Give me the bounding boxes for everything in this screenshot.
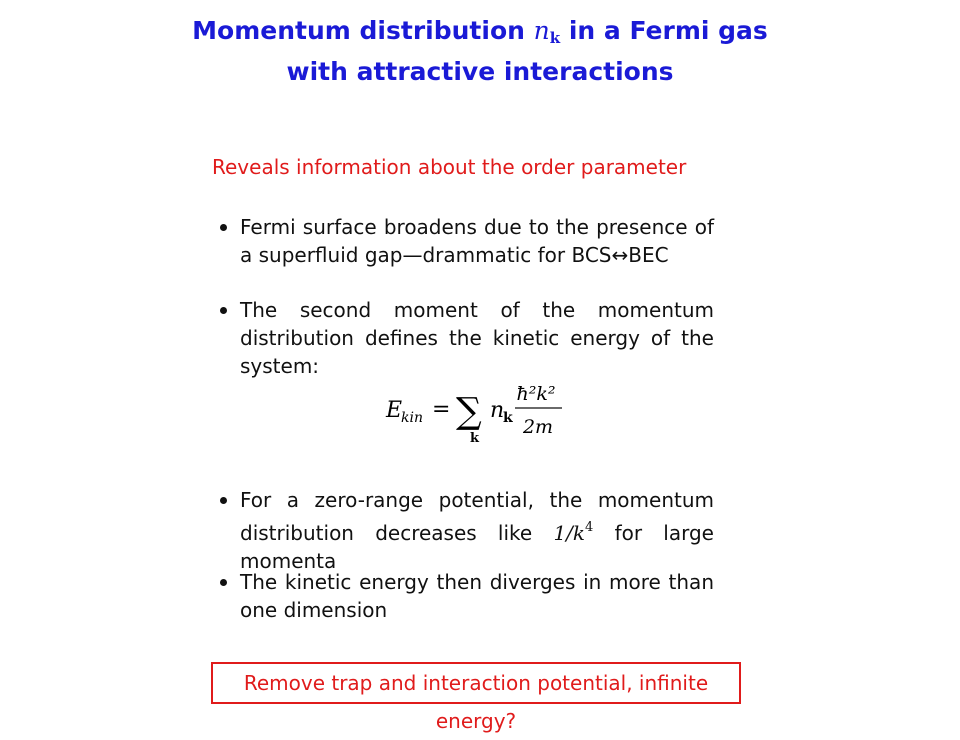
bullet-text: The kinetic energy then diverges in more than one dimension bbox=[240, 570, 714, 622]
bullet-item bbox=[220, 213, 714, 269]
title-part-1: Momentum distribution bbox=[192, 16, 534, 45]
bullet-math: $1/k^4$ bbox=[553, 520, 594, 545]
bullet-item bbox=[220, 296, 714, 380]
bullet-text: For a zero-range potential, the momentum distribution decreases like $1/k^4$ for large momenta bbox=[240, 488, 714, 573]
bullet-dot-icon bbox=[220, 307, 227, 314]
slide-title bbox=[160, 14, 800, 89]
formula-equals: = bbox=[432, 397, 451, 422]
formula-numerator: ħ²k² bbox=[516, 383, 556, 405]
bullet-item bbox=[220, 486, 714, 575]
bullet-dot-icon bbox=[220, 497, 227, 504]
title-part-2: in a Fermi gas with attractive interactions bbox=[286, 16, 768, 86]
subtitle: Reveals information about the order parameter bbox=[212, 155, 687, 179]
formula-denominator: 2m bbox=[522, 416, 554, 438]
formula-lhs: E bbox=[386, 398, 403, 423]
bullet-text: Fermi surface broadens due to the presence of a superfluid gap—drammatic for BCS↔BEC bbox=[240, 215, 714, 267]
bullet-dot-icon bbox=[220, 224, 227, 231]
bullet-item bbox=[220, 568, 714, 624]
kinetic-energy-formula bbox=[384, 378, 584, 448]
bullet-dot-icon bbox=[220, 579, 227, 586]
bullet-text: The second moment of the momentum distribution defines the kinetic energy of the system: bbox=[240, 298, 714, 378]
title-math-symbol: $n_k$ bbox=[533, 16, 561, 47]
conclusion-box: Remove trap and interaction potential, infinite energy? bbox=[211, 662, 741, 704]
formula-summand-subscript: k bbox=[503, 410, 513, 426]
formula-sum-symbol: ∑ bbox=[456, 391, 482, 432]
formula-lhs-subscript: kin bbox=[401, 410, 423, 426]
formula-svg bbox=[384, 378, 584, 448]
formula-sum-index: k bbox=[470, 431, 480, 446]
formula-summand: n bbox=[490, 398, 505, 423]
